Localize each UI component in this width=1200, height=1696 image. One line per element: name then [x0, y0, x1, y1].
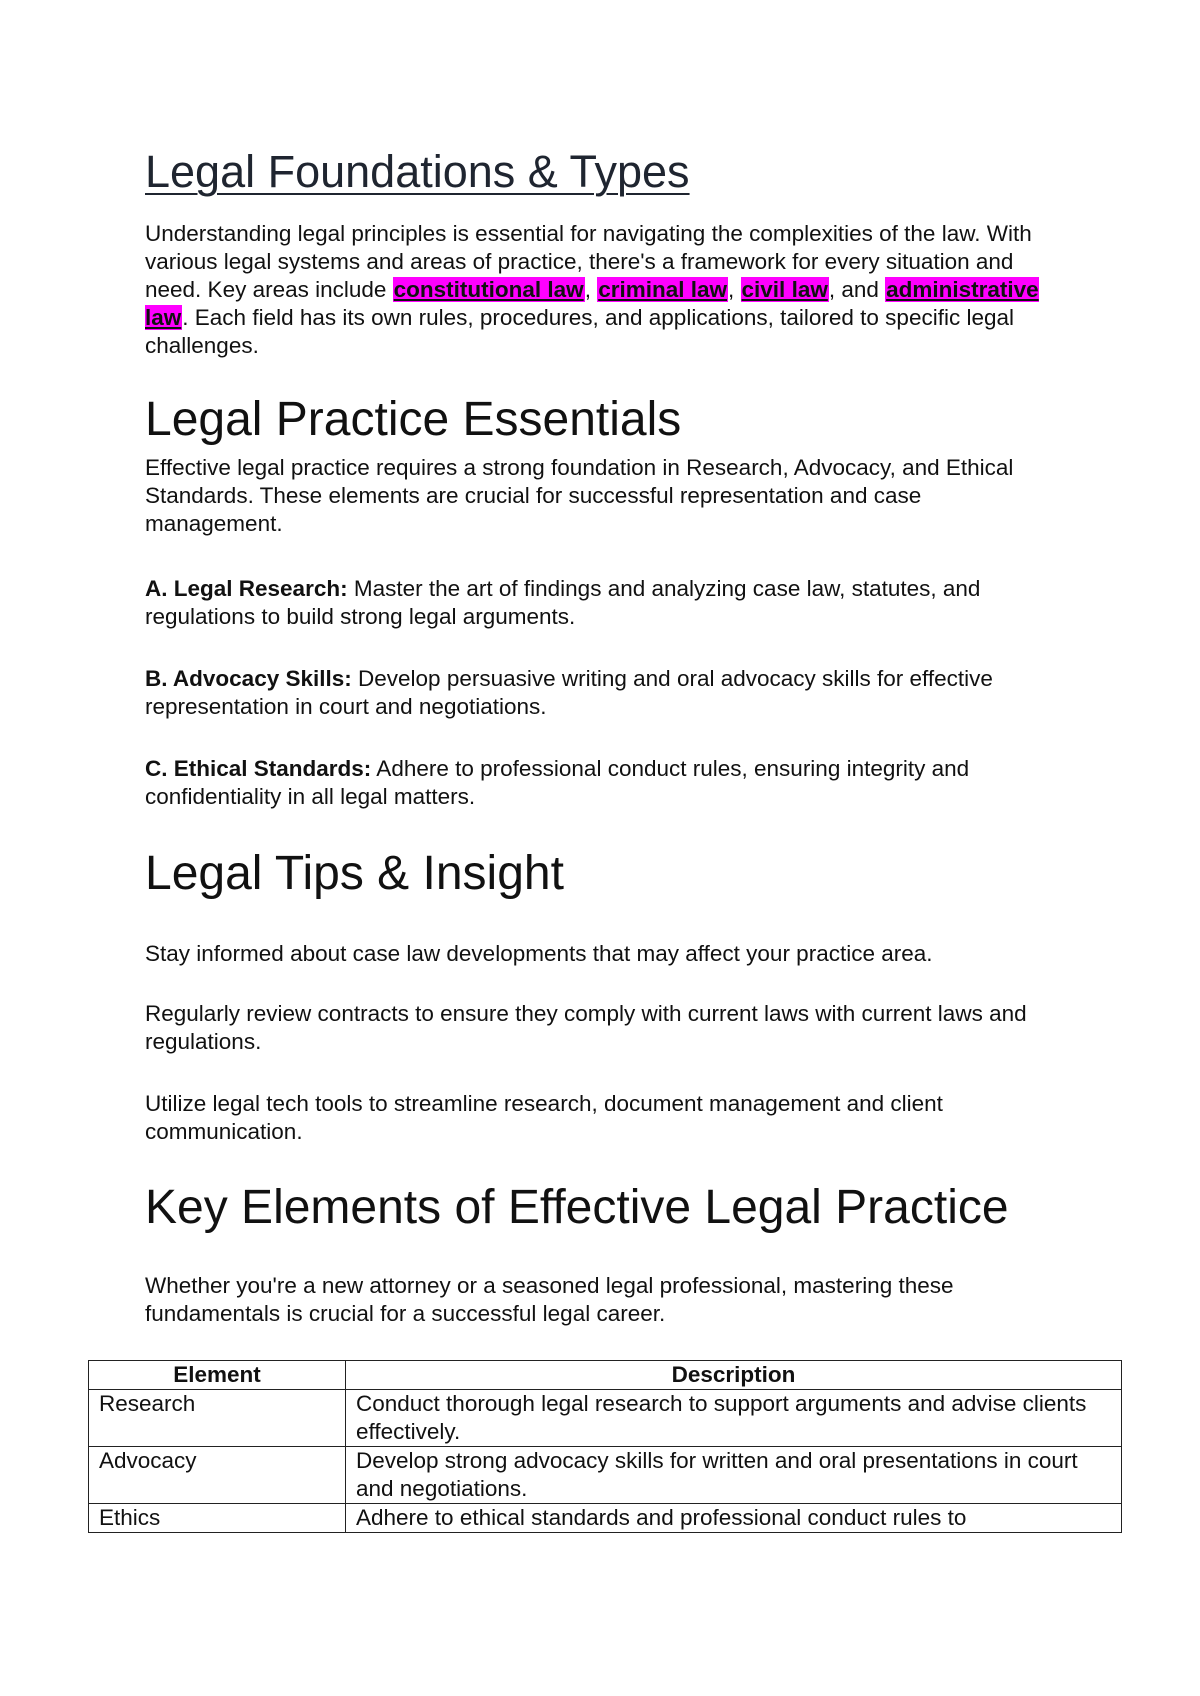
- practice-item-text: Adhere to professional conduct rules, ensuring integrity and confidentiality in all legal matters.: [145, 756, 970, 809]
- table-cell-description: Develop strong advocacy skills for written and oral presentations in court and negotiations.: [346, 1447, 1122, 1504]
- table-header-description: Description: [346, 1361, 1122, 1390]
- table-cell-description: Conduct thorough legal research to support arguments and advise clients effectively.: [346, 1390, 1122, 1447]
- table-cell-description: Adhere to ethical standards and professional conduct rules to: [346, 1504, 1122, 1533]
- table-row: [89, 1447, 1122, 1504]
- highlight-constitutional-law: constitutional law: [393, 277, 584, 302]
- section-title-legal-foundations: Legal Foundations & Types: [145, 146, 690, 197]
- separator-3: , and: [828, 277, 886, 302]
- table-cell-element: Advocacy: [89, 1447, 346, 1504]
- practice-item-text: Develop persuasive writing and oral advocacy skills for effective representation in court and negotiations.: [145, 666, 993, 719]
- table-row: [89, 1390, 1122, 1447]
- highlight-criminal-law: criminal law: [598, 277, 728, 302]
- practice-item-advocacy: [145, 665, 1065, 721]
- table-header-element: Element: [89, 1361, 346, 1390]
- table-header-row: [89, 1361, 1122, 1390]
- key-elements-intro: Whether you're a new attorney or a seasoned legal professional, mastering these fundamentals is crucial for a successful legal career.: [145, 1273, 954, 1326]
- practice-item-label: A. Legal Research:: [145, 576, 348, 601]
- separator-1: ,: [584, 277, 598, 302]
- foundations-paragraph: [145, 220, 1065, 360]
- tip-item: Regularly review contracts to ensure they comply with current laws with current laws and regulations.: [145, 1001, 1027, 1054]
- separator-2: ,: [728, 277, 741, 302]
- practice-item-research: [145, 575, 1065, 631]
- foundations-text-end: . Each field has its own rules, procedures, and applications, tailored to specific legal challenges.: [145, 305, 1014, 358]
- section-title-practice-essentials: Legal Practice Essentials: [145, 393, 682, 446]
- key-elements-table: [88, 1360, 1122, 1533]
- tip-item: Utilize legal tech tools to streamline research, document management and client communication.: [145, 1091, 943, 1144]
- practice-item-ethics: [145, 755, 1065, 811]
- table-cell-element: Ethics: [89, 1504, 346, 1533]
- section-title-key-elements: Key Elements of Effective Legal Practice: [145, 1181, 1009, 1234]
- foundations-text-start: Understanding legal principles is essential for navigating the complexities of the law. With various legal systems and areas of practice, there's a framework for every situation and need. Key areas include: [145, 221, 1032, 302]
- section-title-tips-insight: Legal Tips & Insight: [145, 847, 564, 900]
- highlight-administrative-law: administrative law: [145, 277, 1039, 330]
- tip-item: Stay informed about case law developments that may affect your practice area.: [145, 941, 933, 966]
- practice-item-label: B. Advocacy Skills:: [145, 666, 352, 691]
- practice-item-label: C. Ethical Standards:: [145, 756, 372, 781]
- table-cell-element: Research: [89, 1390, 346, 1447]
- highlight-civil-law: civil law: [741, 277, 828, 302]
- practice-intro: Effective legal practice requires a strong foundation in Research, Advocacy, and Ethical Standards. These elements are crucial for successful representation and case management.: [145, 455, 1014, 536]
- table-row: [89, 1504, 1122, 1533]
- practice-item-text: Master the art of findings and analyzing case law, statutes, and regulations to build strong legal arguments.: [145, 576, 981, 629]
